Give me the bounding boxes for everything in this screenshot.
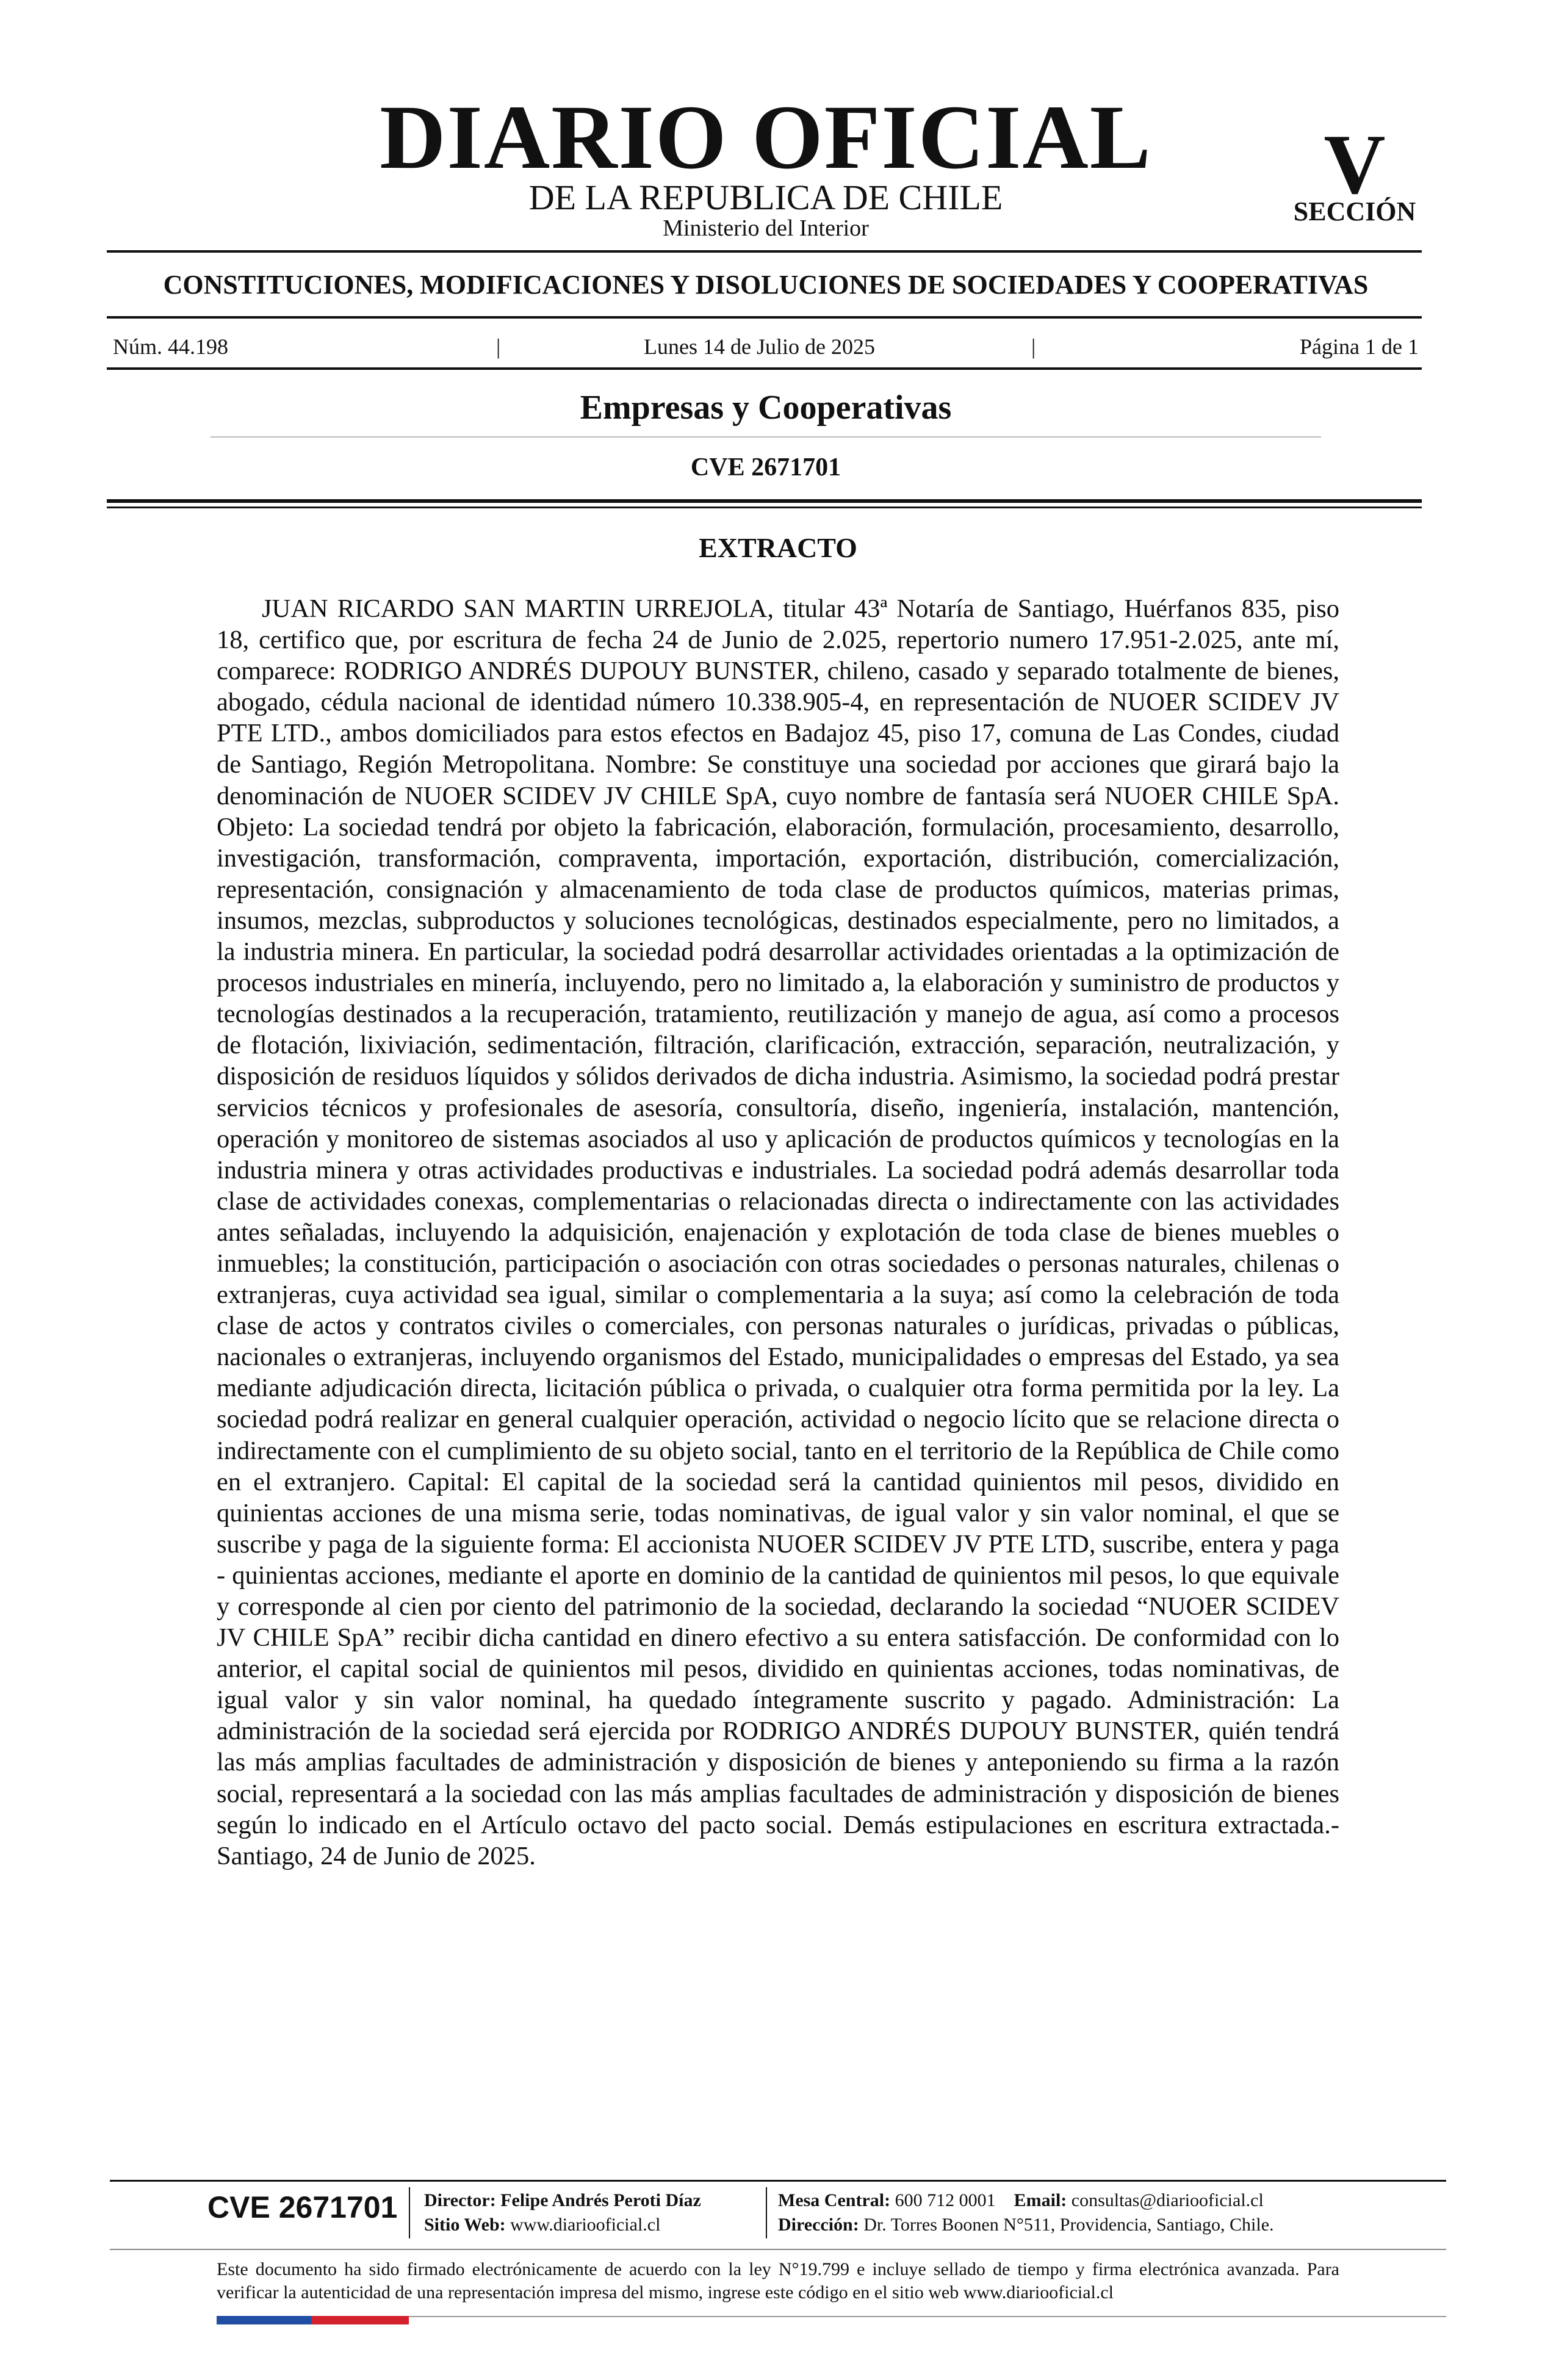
article-cve: CVE 2671701 (690, 453, 841, 481)
article-category: Empresas y Cooperativas (580, 389, 952, 427)
flag-stripe-red (311, 2316, 409, 2324)
address-value: Dr. Torres Boonen N°511, Providencia, Santiago, Chile. (863, 2215, 1274, 2235)
masthead-subtitle: DE LA REPUBLICA DE CHILE (528, 178, 1003, 217)
web-link[interactable]: www.diariooficial.cl (510, 2215, 661, 2235)
category-rule (211, 436, 1321, 438)
email-link[interactable]: consultas@diariooficial.cl (1071, 2190, 1264, 2210)
phone-value: 600 712 0001 (895, 2190, 996, 2210)
banner-rule (107, 316, 1422, 319)
section-banner: CONSTITUCIONES, MODIFICACIONES Y DISOLUCIONES DE SOCIEDADES Y COOPERATIVAS (163, 270, 1369, 300)
footer-rule-mid (110, 2249, 1446, 2250)
footer-divider (409, 2187, 410, 2238)
footer-contact-block (778, 2188, 1425, 2237)
director-name: Felipe Andrés Peroti Díaz (500, 2190, 701, 2210)
footer-cve: CVE 2671701 (207, 2190, 398, 2224)
phone-label: Mesa Central: (778, 2190, 891, 2210)
article-rule-2 (107, 507, 1422, 508)
section-number: V (1324, 117, 1386, 212)
director-label: Director: (424, 2190, 496, 2210)
footer-director-block (424, 2188, 766, 2237)
article-rule-1 (107, 499, 1422, 503)
address-label: Dirección: (778, 2215, 859, 2235)
flag-stripe-blue (217, 2316, 311, 2324)
section-label: SECCIÓN (1293, 197, 1416, 226)
web-label: Sitio Web: (424, 2215, 506, 2235)
issue-number: Núm. 44.198 (113, 334, 228, 359)
issue-info-row (113, 334, 1419, 359)
info-separator: | (496, 334, 501, 359)
masthead-rule-top (107, 250, 1422, 253)
page-indicator: Página 1 de 1 (1300, 334, 1419, 359)
email-label: Email: (1014, 2190, 1067, 2210)
article-title: EXTRACTO (699, 532, 857, 563)
masthead-ministry: Ministerio del Interior (663, 215, 869, 241)
article-body: JUAN RICARDO SAN MARTIN URREJOLA, titular 43ª Notaría de Santiago, Huérfanos 835, piso 18, certifico que, por escritura de fecha 24 de Junio de 2.025, repertorio numero 17.951-2.025, ante mí, comparece: RODRIGO ANDRÉS DUPOUY BUNSTER, chileno, casado y separado totalmente de bienes, abogado, cédula nacional de identidad número 10.338.905-4, en representación de NUOER SCIDEV JV PTE LTD., ambos domiciliados para estos efectos en Badajoz 45, piso 17, comuna de Las Condes, ciudad de Santiago, Región Metropolitana. Nombre: Se constituye una sociedad por acciones que girará bajo la denominación de NUOER SCIDEV JV CHILE SpA, cuyo nombre de fantasía será NUOER CHILE SpA. Objeto: La sociedad tendrá por objeto la fabricación, elaboración, formulación, procesamiento, desarrollo, investigación, transformación, compraventa, importación, exportación, distribución, comercialización, representación, consignación y almacenamiento de toda clase de productos químicos, materias primas, insumos, mezclas, subproductos y soluciones tecnológicas, destinados especialmente, pero no limitados, a la industria minera. En particular, la sociedad podrá desarrollar actividades orientadas a la optimización de procesos industriales en minería, incluyendo, pero no limitado a, la elaboración y suministro de productos y tecnologías destinados a la recuperación, tratamiento, reutilización y manejo de agua, así como a procesos de flotación, lixiviación, sedimentación, filtración, clarificación, extracción, separación, neutralización, y disposición de residuos líquidos y sólidos derivados de dicha industria. Asimismo, la sociedad podrá prestar servicios técnicos y profesionales de asesoría, consultoría, diseño, ingeniería, instalación, mantención, operación y monitoreo de sistemas asociados al uso y aplicación de productos químicos y tecnologías en la industria minera y otras actividades productivas e industriales. La sociedad podrá además desarrollar toda clase de actividades conexas, complementarias o relacionadas directa o indirectamente con las actividades antes señaladas, incluyendo la adquisición, enajenación y explotación de toda clase de bienes muebles o inmuebles; la constitución, participación o asociación con otras sociedades o personas naturales, chilenas o extranjeras, cuya actividad sea igual, similar o complementaria a la suya; así como la celebración de toda clase de actos y contratos civiles o comerciales, con personas naturales o jurídicas, privadas o públicas, nacionales o extranjeras, incluyendo organismos del Estado, municipalidades o empresas del Estado, ya sea mediante adjudicación directa, licitación pública o privada, o cualquier otra forma permitida por la ley. La sociedad podrá realizar en general cualquier operación, actividad o negocio lícito que se relacione directa o indirectamente con el cumplimiento de su objeto social, tanto en el territorio de la República de Chile como en el extranjero. Capital: El capital de la sociedad será la cantidad quinientos mil pesos, dividido en quinientas acciones de una misma serie, todas nominativas, de igual valor y sin valor nominal, el que se suscribe y paga de la siguiente forma: El accionista NUOER SCIDEV JV PTE LTD, suscribe, entera y paga - quinientas acciones, mediante el aporte en dominio de la cantidad de quinientos mil pesos, lo que equivale y corresponde al cien por ciento del patrimonio de la sociedad, declarando la sociedad “NUOER SCIDEV JV CHILE SpA” recibir dicha cantidad en dinero efectivo a su entera satisfacción. De conformidad con lo anterior, el capital social de quinientos mil pesos, dividido en quinientas acciones, todas nominativas, de igual valor y sin valor nominal, ha quedado íntegramente suscrito y pagado. Administración: La administración de la sociedad será ejercida por RODRIGO ANDRÉS DUPOUY BUNSTER, quién tendrá las más amplias facultades de administración y disposición de bienes y anteponiendo su firma a la razón social, representará a la sociedad con las más amplias facultades de administración y disposición de bienes según lo indicado en el Artículo octavo del pacto social. Demás estipulaciones en escritura extractada.- Santiago, 24 de Junio de 2025. (217, 594, 1339, 1870)
footer-divider (766, 2187, 767, 2238)
info-rule (107, 367, 1422, 370)
legal-notice: Este documento ha sido firmado electrónicamente de acuerdo con la ley N°19.799 e incluye sellado de tiempo y firma electrónica avanzada. Para verificar la autenticidad de una representación impresa del mismo, ingrese este código en el sitio web www.diariooficial.cl (217, 2259, 1339, 2302)
info-separator: | (1031, 334, 1036, 359)
footer-rule-top (110, 2180, 1446, 2182)
issue-date: Lunes 14 de Julio de 2025 (644, 334, 875, 359)
masthead-title: DIARIO OFICIAL (380, 87, 1152, 188)
